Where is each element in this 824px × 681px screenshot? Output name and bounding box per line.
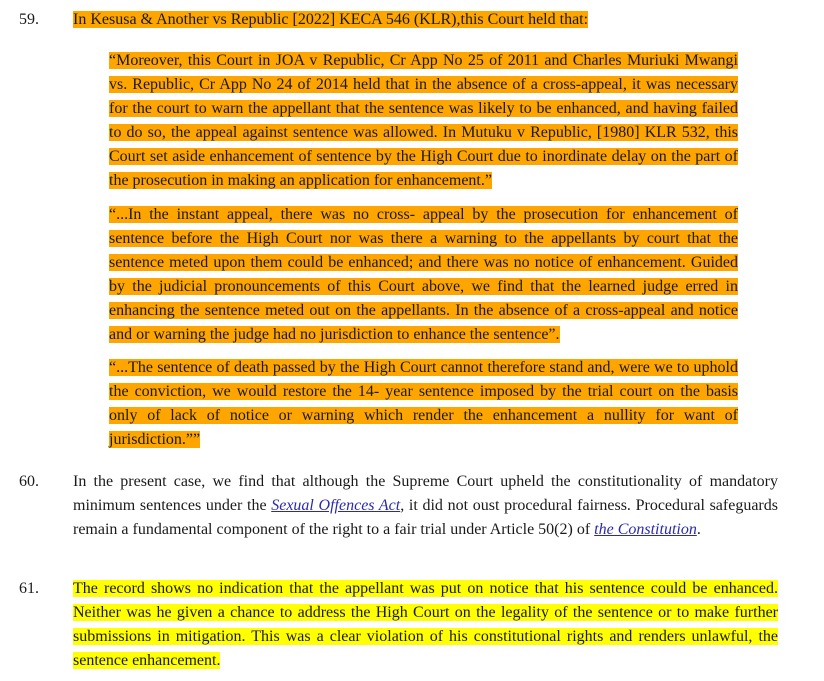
paragraph-number: 59. bbox=[19, 11, 39, 28]
highlighted-text: The record shows no indication that the appellant was put on notice that his sentence could be enhanced. Neither was he given a chance to address the High Court on the legality of the sentence or to make further submissions in mitigation. This was a clear violation of his constitutional rights and renders unlawful, the sentence enhancement. bbox=[73, 580, 778, 669]
constitution-link[interactable]: the Constitution bbox=[594, 521, 697, 538]
paragraph-intro bbox=[73, 8, 778, 32]
quote-text: “...In the instant appeal, there was no cross- appeal by the prosecution for enhancement of sentence before the High Court nor was there a warning to the appellants by court that the sentence meted upon them could be enhanced; and there was no notice of enhancement. Guided by the judicial pronouncements of this Court above, we find that the learned judge erred in enhancing the sentence meted out on the appellants. In the absence of a cross-appeal and notice and or warning the judge had no jurisdiction to enhance the sentence”. bbox=[109, 206, 738, 343]
paragraph-text: , it did not oust procedural fairness. Procedural safeguards remain a fundamental component of the right to a fair trial under Article 50(2) of bbox=[73, 497, 778, 538]
highlighted-text: In Kesusa & Another vs Republic [2022] KECA 546 (KLR),this Court held that: bbox=[73, 11, 589, 28]
blockquote-2 bbox=[109, 203, 738, 347]
paragraph-text: In the present case, we find that although the Supreme Court upheld the constitutionality of mandatory minimum sentences under the bbox=[73, 473, 778, 514]
paragraph-number: 61. bbox=[19, 580, 39, 597]
sexual-offences-act-link[interactable]: Sexual Offences Act bbox=[271, 497, 401, 514]
paragraph-number: 60. bbox=[19, 473, 39, 490]
paragraph-body bbox=[73, 577, 778, 673]
paragraph-text: . bbox=[696, 521, 701, 538]
blockquote-1 bbox=[109, 49, 738, 193]
blockquote-3 bbox=[109, 356, 738, 452]
quote-text: “...The sentence of death passed by the High Court cannot therefore stand and, were we to uphold the conviction, we would restore the 14- year sentence imposed by the trial court on the basis only of lack of notice or warning which render the enhancement a nullity for want of jurisdiction.”” bbox=[109, 359, 738, 448]
paragraph-body bbox=[73, 470, 778, 542]
quote-text: “Moreover, this Court in JOA v Republic, Cr App No 25 of 2011 and Charles Muriuki Mwangi vs. Republic, Cr App No 24 of 2014 held that in the absence of a cross-appeal, it was necessary for the court to warn the appellant that the sentence was likely to be enhanced, and having failed to do so, the appeal against sentence was allowed. In Mutuku v Republic, [1980] KLR 532, this Court set aside enhancement of sentence by the High Court due to inordinate delay on the part of the prosecution in making an application for enhancement.” bbox=[109, 52, 738, 189]
